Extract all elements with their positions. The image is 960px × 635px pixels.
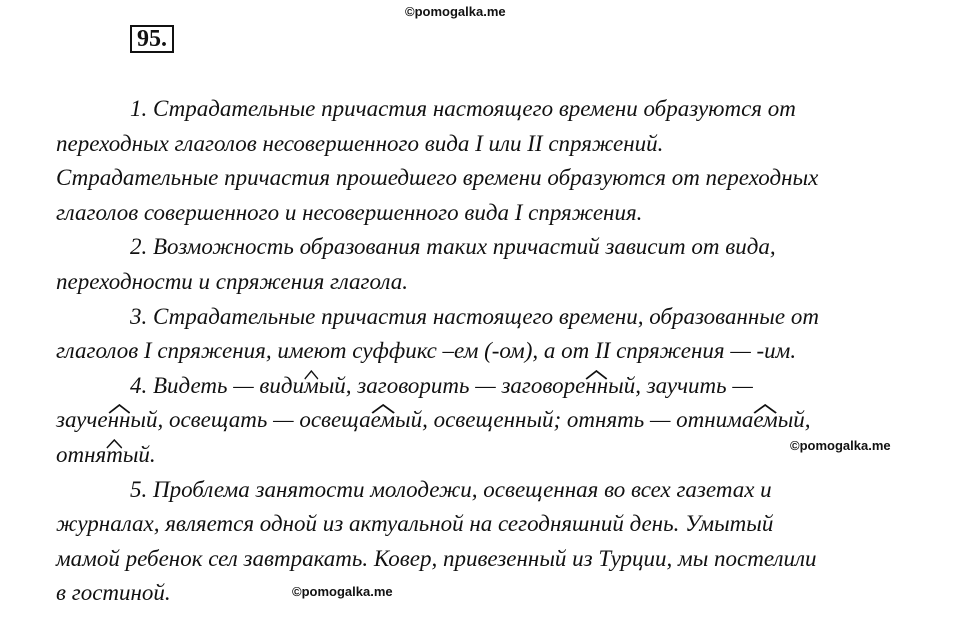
text-line: глаголов I спряжения, имеют суффикс –ем (-ом), а от II спряжения — -им. bbox=[56, 338, 797, 364]
text-segment: ый, освещать — освеща bbox=[130, 407, 371, 433]
text-segment: ый. bbox=[122, 441, 156, 467]
answer-text bbox=[56, 92, 916, 611]
text-line: в гостиной. bbox=[56, 580, 171, 606]
text-line: переходности и спряжения глагола. bbox=[56, 268, 408, 294]
text-line: переходных глаголов несовершенного вида I или II спряжений. bbox=[56, 130, 664, 156]
suffix-mark: нн bbox=[108, 403, 131, 438]
suffix-mark: м bbox=[304, 369, 319, 404]
suffix-mark: ем bbox=[371, 403, 395, 438]
text-segment: ый, bbox=[777, 407, 811, 433]
text-line-with-suffixes bbox=[56, 369, 916, 404]
text-line: 2. Возможность образования таких причастий зависит от вида, bbox=[130, 234, 776, 260]
suffix-mark: нн bbox=[585, 369, 608, 404]
text-segment: 4. Видеть — види bbox=[130, 372, 305, 398]
text-segment: ый, заучить — bbox=[608, 372, 753, 398]
text-line: глаголов совершенного и несовершенного вида I спряжения. bbox=[56, 199, 643, 225]
text-line: мамой ребенок сел завтракать. Ковер, привезенный из Турции, мы постелили bbox=[56, 545, 817, 571]
suffix-mark: ем bbox=[753, 403, 777, 438]
text-line: 1. Страдательные причастия настоящего времени образуются от bbox=[130, 96, 796, 121]
watermark-middle: ©pomogalka.me bbox=[790, 438, 891, 453]
text-segment: отня bbox=[56, 441, 107, 467]
watermark-top: ©pomogalka.me bbox=[405, 4, 506, 19]
text-line-with-suffixes bbox=[56, 403, 916, 438]
text-line: 5. Проблема занятости молодежи, освещенная во всех газетах и bbox=[130, 476, 772, 502]
text-line-with-suffixes bbox=[56, 438, 916, 473]
exercise-number: 95. bbox=[130, 25, 174, 53]
text-line: 3. Страдательные причастия настоящего времени, образованные от bbox=[130, 303, 819, 329]
text-segment: ый, заговорить — заговоре bbox=[318, 372, 586, 398]
text-line: журналах, является одной из актуальной на сегодняшний день. Умытый bbox=[56, 511, 774, 537]
text-line: Страдательные причастия прошедшего времени образуются от переходных bbox=[56, 165, 819, 191]
text-segment: ый, освещенный; отнять — отнима bbox=[395, 407, 754, 433]
text-segment: зауче bbox=[56, 407, 108, 433]
suffix-mark: т bbox=[106, 438, 123, 473]
watermark-bottom: ©pomogalka.me bbox=[292, 584, 393, 599]
